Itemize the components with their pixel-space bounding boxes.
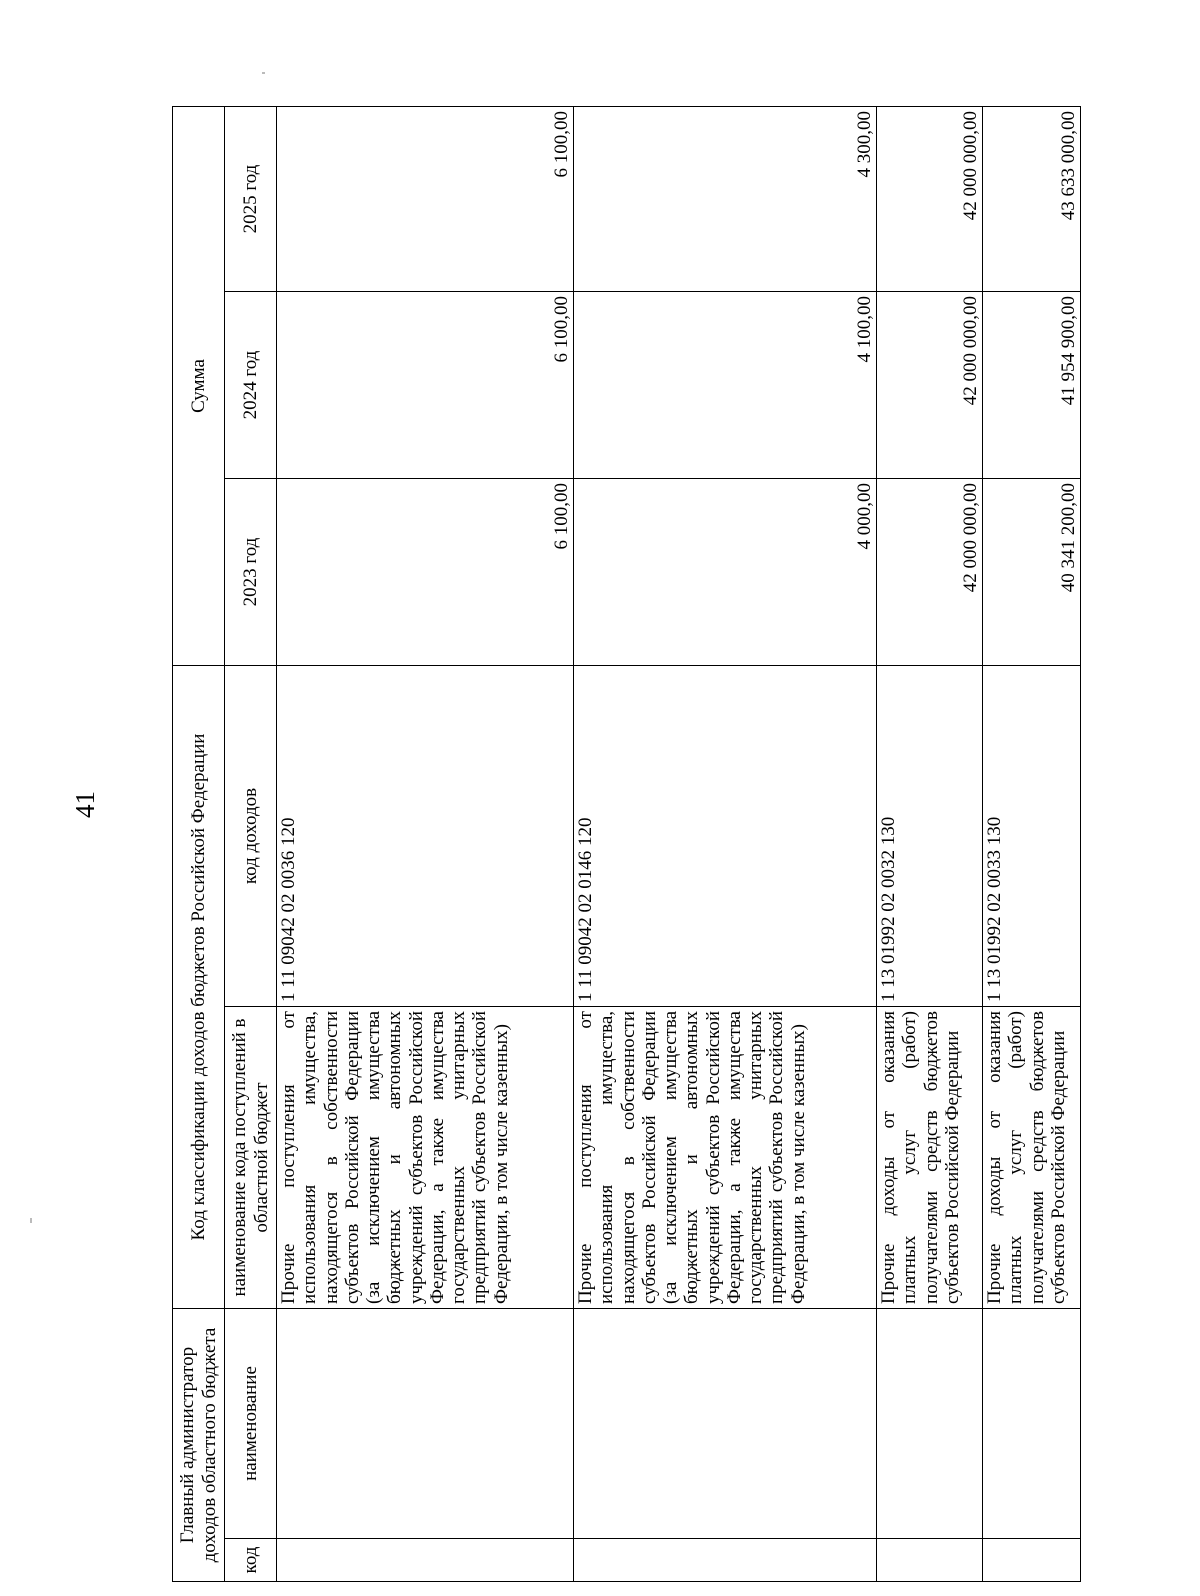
header-year-2023: 2023 год [225,479,277,666]
table-row [877,107,983,1582]
cell-income-code: 1 13 01992 02 0033 130 [983,666,1081,1007]
header-classification-group: Код классификации доходов бюджетов Российской Федерации [173,666,225,1309]
cell-code [574,1539,877,1582]
scan-speck [30,1218,32,1223]
cell-sum-2025: 42 000 000,00 [877,107,983,292]
scan-speck [262,72,265,74]
cell-code [877,1539,983,1582]
table-row [277,107,574,1582]
cell-name [983,1309,1081,1539]
cell-income-code: 1 11 09042 02 0146 120 [574,666,877,1007]
header-admin-group: Главный администратор доходов областного бюджета [173,1309,225,1582]
cell-income-code: 1 13 01992 02 0032 130 [877,666,983,1007]
cell-income-name: Прочие доходы от оказания платных услуг (работ) получателями средств бюджетов субъектов Российской Федерации [877,1007,983,1309]
rotated-table-sheet [172,107,1098,1582]
cell-sum-2024: 41 954 900,00 [983,292,1081,479]
cell-sum-2023: 6 100,00 [277,479,574,666]
header-year-2024: 2024 год [225,292,277,479]
cell-sum-2024: 6 100,00 [277,292,574,479]
cell-sum-2025: 4 300,00 [574,107,877,292]
header-year-2025: 2025 год [225,107,277,292]
table-row [983,107,1081,1582]
header-row-sub [225,107,277,1582]
header-income-name: наименование кода поступлений в областной бюджет [225,1007,277,1309]
table-row [574,107,877,1582]
cell-sum-2024: 4 100,00 [574,292,877,479]
cell-name [877,1309,983,1539]
cell-sum-2025: 6 100,00 [277,107,574,292]
cell-income-name: Прочие поступления от использования имущества, находящегося в собственности субъектов Российской Федерации (за исключением имущества бюджетных и автономных учреждений субъектов Российской Федерации, а также имущества государственных унитарных предприятий субъектов Российской Федерации, в том числе казенных) [574,1007,877,1309]
cell-income-name: Прочие доходы от оказания платных услуг (работ) получателями средств бюджетов субъектов Российской Федерации [983,1007,1081,1309]
cell-sum-2024: 42 000 000,00 [877,292,983,479]
header-sum-group: Сумма [173,107,225,666]
header-row-top [173,107,225,1582]
cell-income-name: Прочие поступления от использования имущества, находящегося в собственности субъектов Российской Федерации (за исключением имущества бюджетных и автономных учреждений субъектов Российской Федерации, а также имущества государственных унитарных предприятий субъектов Российской Федерации, в том числе казенных) [277,1007,574,1309]
header-income-code: код доходов [225,666,277,1007]
cell-sum-2023: 40 341 200,00 [983,479,1081,666]
cell-name [277,1309,574,1539]
cell-code [277,1539,574,1582]
header-name: наименование [225,1309,277,1539]
cell-code [983,1539,1081,1582]
page-number: 41 [70,791,100,818]
cell-sum-2023: 4 000,00 [574,479,877,666]
cell-sum-2025: 43 633 000,00 [983,107,1081,292]
revenue-table [172,106,1081,1582]
cell-name [574,1309,877,1539]
cell-sum-2023: 42 000 000,00 [877,479,983,666]
header-code: код [225,1539,277,1582]
cell-income-code: 1 11 09042 02 0036 120 [277,666,574,1007]
